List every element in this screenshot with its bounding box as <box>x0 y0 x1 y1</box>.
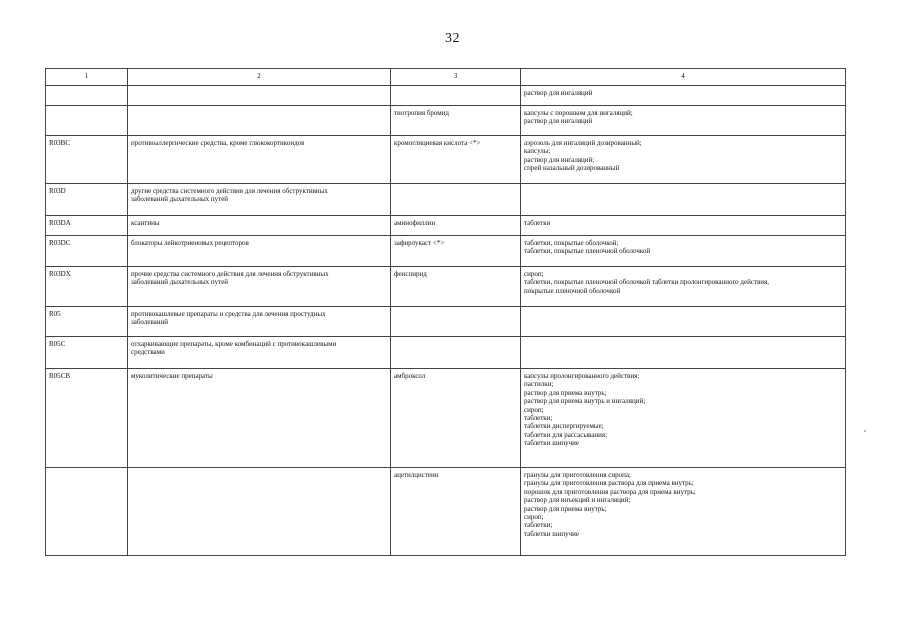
drug-name-cell: тиотропия бромид <box>391 106 521 136</box>
drug-name-cell: аминофиллин <box>391 216 521 236</box>
table-row <box>46 184 846 216</box>
table-row <box>46 216 846 236</box>
drug-name-cell: фенспирид <box>391 267 521 307</box>
table-row <box>46 337 846 369</box>
dosage-forms-cell: гранулы для приготовления сиропа; гранулы для приготовления раствора для приема внутрь; порошок для приготовления раствора для приема внутрь; раствор для инъекций и ингаляций; раствор для приема внутрь; сироп; таблетки; таблетки шипучие <box>521 468 846 556</box>
header-cell-1: 1 <box>46 69 128 86</box>
dosage-forms-cell <box>521 184 846 216</box>
group-name-cell: противоаллергические средства, кроме глюкокортикоидов <box>128 136 391 184</box>
dosage-forms-cell: аэрозоль для ингаляций дозированный; капсулы; раствор для ингаляций; спрей назальный дозированный <box>521 136 846 184</box>
dosage-forms-cell: капсулы с порошком для ингаляций; раствор для ингаляций <box>521 106 846 136</box>
atc-code-cell <box>46 468 128 556</box>
dosage-forms-cell: сироп; таблетки, покрытые пленочной оболочкой таблетки пролонгированного действия, покрытые пленочной оболочкой <box>521 267 846 307</box>
table-row <box>46 468 846 556</box>
dosage-forms-cell <box>521 337 846 369</box>
table-header-row <box>46 69 846 86</box>
drug-name-cell <box>391 184 521 216</box>
atc-code-cell: R03DC <box>46 236 128 267</box>
atc-code-cell: R05C <box>46 337 128 369</box>
drug-name-cell: зафирлукаст <*> <box>391 236 521 267</box>
group-name-cell: отхаркивающие препараты, кроме комбинаций с противокашлевыми средствами <box>128 337 391 369</box>
dosage-forms-cell: капсулы пролонгированного действия; пастилки; раствор для приема внутрь; раствор для приема внутрь и ингаляций; сироп; таблетки; таблетки диспергируемые; таблетки для рассасывания; таблетки шипучие <box>521 369 846 468</box>
group-name-cell: ксантины <box>128 216 391 236</box>
drug-name-cell <box>391 337 521 369</box>
header-cell-3: 3 <box>391 69 521 86</box>
atc-code-cell: R05 <box>46 307 128 337</box>
dosage-forms-cell: раствор для ингаляций <box>521 86 846 106</box>
header-cell-4: 4 <box>521 69 846 86</box>
table-row <box>46 136 846 184</box>
group-name-cell: блокаторы лейкотриеновых рецепторов <box>128 236 391 267</box>
group-name-cell <box>128 468 391 556</box>
dosage-forms-cell: таблетки, покрытые оболочкой; таблетки, покрытые пленочной оболочкой <box>521 236 846 267</box>
group-name-cell: противокашлевые препараты и средства для лечения простудных заболеваний <box>128 307 391 337</box>
table-row <box>46 236 846 267</box>
group-name-cell <box>128 106 391 136</box>
group-name-cell <box>128 86 391 106</box>
group-name-cell: муколитические препараты <box>128 369 391 468</box>
atc-code-cell: R03DA <box>46 216 128 236</box>
atc-code-cell: R03BC <box>46 136 128 184</box>
drug-table <box>45 68 846 556</box>
scan-speck <box>864 430 866 432</box>
dosage-forms-cell: таблетки <box>521 216 846 236</box>
table-row <box>46 106 846 136</box>
group-name-cell: другие средства системного действия для лечения обструктивных заболеваний дыхательных путей <box>128 184 391 216</box>
atc-code-cell: R05CB <box>46 369 128 468</box>
table-row <box>46 267 846 307</box>
atc-code-cell: R03D <box>46 184 128 216</box>
atc-code-cell <box>46 86 128 106</box>
drug-name-cell: кромоглициевая кислота <*> <box>391 136 521 184</box>
atc-code-cell: R03DX <box>46 267 128 307</box>
group-name-cell: прочие средства системного действия для лечения обструктивных заболеваний дыхательных путей <box>128 267 391 307</box>
atc-code-cell <box>46 106 128 136</box>
table-row <box>46 369 846 468</box>
table-row <box>46 86 846 106</box>
dosage-forms-cell <box>521 307 846 337</box>
drug-name-cell: амброксол <box>391 369 521 468</box>
table-row <box>46 307 846 337</box>
header-cell-2: 2 <box>128 69 391 86</box>
drug-name-cell <box>391 86 521 106</box>
drug-name-cell: ацетилцистеин <box>391 468 521 556</box>
page-number: 32 <box>445 31 460 46</box>
drug-name-cell <box>391 307 521 337</box>
